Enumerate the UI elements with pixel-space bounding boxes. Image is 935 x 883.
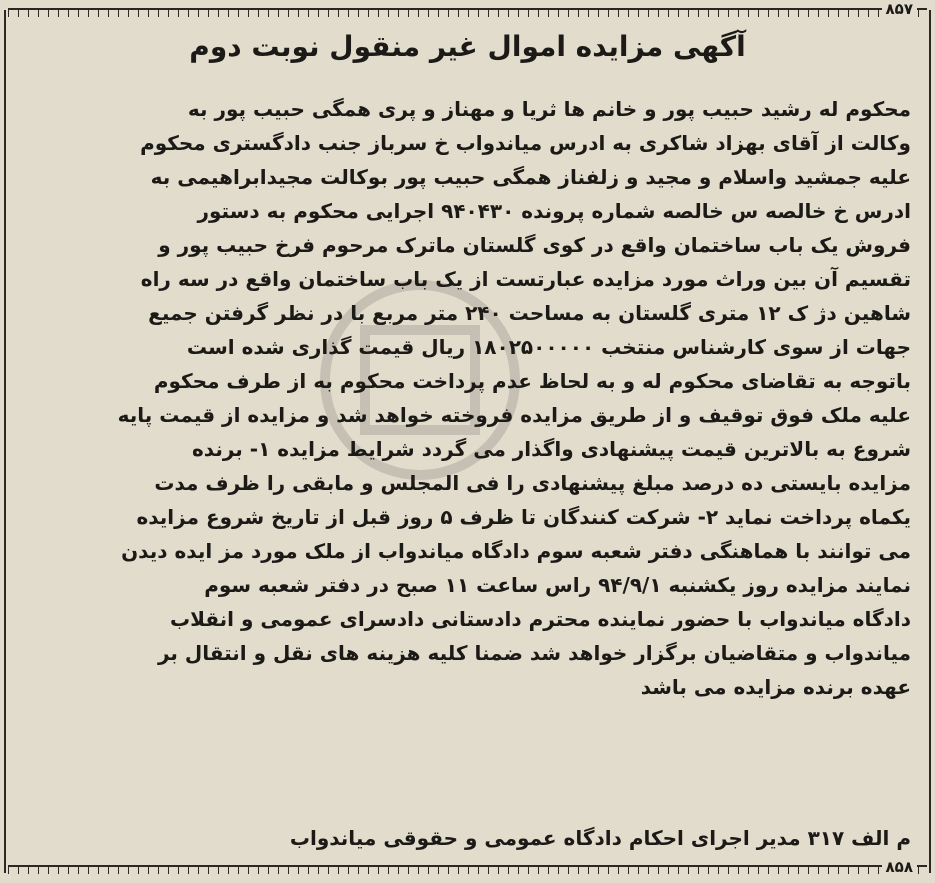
notice-title: آگهی مزایده اموال غیر منقول نوبت دوم (189, 30, 746, 63)
body-line: دادگاه میاندواب با حضور نماینده محترم دادستانی دادسرای عمومی و انقلاب (169, 607, 911, 631)
body-line: فروش یک باب ساختمان واقع در کوی گلستان ماترک مرحوم فرخ حبیب پور و (158, 233, 911, 257)
bottom-divider (8, 858, 927, 879)
notice-body (24, 92, 911, 704)
top-divider (8, 0, 927, 22)
body-line: وکالت از آقای بهزاد شاکری به ادرس میاندواب خ سرباز جنب دادگستری محکوم (140, 131, 911, 155)
right-border (929, 10, 931, 873)
body-line: محکوم له رشید حبیب پور و خانم ها ثریا و مهناز و پری همگی حبیب پور به (187, 97, 911, 121)
body-line: یکماه پرداخت نماید ۲- شرکت کنندگان تا ظرف ۵ روز قبل از تاریخ شروع مزایده (136, 505, 911, 529)
body-line: نمایند مزایده روز یکشنبه ۹۴/۹/۱ راس ساعت ۱۱ صبح در دفتر شعبه سوم (204, 573, 911, 597)
header-number: ۸۵۷ (882, 0, 917, 18)
notice-signature: م الف ۳۱۷ مدیر اجرای احکام دادگاه عمومی و حقوقی میاندواب (289, 826, 911, 850)
body-line: عهده برنده مزایده می باشد (640, 675, 911, 699)
body-line: مزایده بایستی ده درصد مبلغ پیشنهادی را فی المجلس و مابقی را ظرف مدت (154, 471, 911, 495)
footer-number: ۸۵۸ (882, 858, 917, 876)
body-line: شروع به بالاترین قیمت پیشنهادی واگذار می گردد شرایط مزایده ۱- برنده (192, 437, 911, 461)
body-line: تقسیم آن بین وراث مورد مزایده عبارتست از یک باب ساختمان واقع در سه راه (140, 267, 911, 291)
body-line: علیه ملک فوق توقیف و از طریق مزایده فروخته خواهد شد و مزایده از قیمت پایه (117, 403, 911, 427)
body-line: جهات از سوی کارشناس منتخب ۱۸۰۲۵۰۰۰۰۰ ریال قیمت گذاری شده است (186, 335, 911, 359)
left-border (4, 10, 6, 873)
body-line: ادرس خ خالصه س خالصه شماره پرونده ۹۴۰۴۳۰ اجرایی محکوم به دستور (197, 199, 911, 223)
body-line: باتوجه به تقاضای محکوم له و به لحاظ عدم پرداخت محکوم به از طرف محکوم (153, 369, 911, 393)
body-line: شاهین دژ ک ۱۲ متری گلستان به مساحت ۲۴۰ متر مربع با در نظر گرفتن جمیع (148, 301, 911, 325)
body-line: علیه جمشید واسلام و مجید و زلفناز همگی حبیب پور بوکالت مجیدابراهیمی به (150, 165, 911, 189)
body-line: می توانند با هماهنگی دفتر شعبه سوم دادگاه میاندواب از ملک مورد مز ایده دیدن (121, 539, 911, 563)
body-line: میاندواب و متقاضیان برگزار خواهد شد ضمنا کلیه هزینه های نقل و انتقال بر (157, 641, 911, 665)
